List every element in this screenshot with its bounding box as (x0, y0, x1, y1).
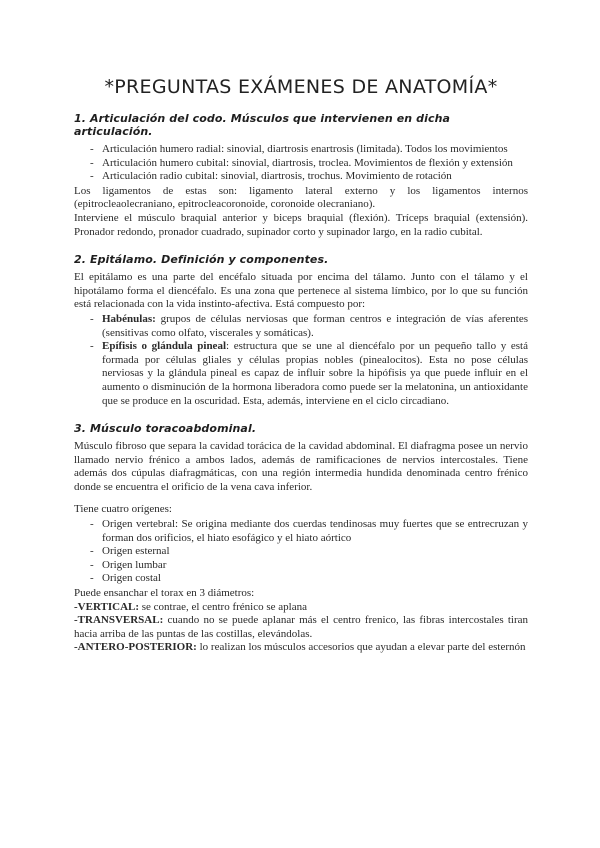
diameter-vertical (74, 601, 528, 615)
list-item: - Articulación humero radial: sinovial, diartrosis enartrosis (limitada). Todos los movimientos (74, 143, 528, 157)
section-heading: 1. Articulación del codo. Músculos que intervienen en dicha articulación. (74, 112, 451, 138)
section-toracoabdominal (74, 422, 528, 655)
list-item: - Origen lumbar (74, 559, 528, 573)
paragraph: Los ligamentos de estas son: ligamento lateral externo y los ligamentos internos (epitrocleaolecraniano, epitrocleacoronoide, coronoide olecraniano). (74, 184, 528, 211)
articulation-list (74, 143, 528, 184)
term: -VERTICAL: (74, 600, 140, 613)
list-item (74, 340, 528, 408)
definition: cuando no se puede aplanar más el centro frenico, las fibras intercostales tiran hacia arriba de las puntas de las costillas, elevándolas. (74, 614, 528, 640)
page-title: *PREGUNTAS EXÁMENES DE ANATOMÍA* (104, 76, 498, 98)
list-item: - Articulación humero cubital: sinovial, diartrosis, troclea. Movimientos de flexión y extensión (74, 157, 528, 171)
component-list (74, 313, 528, 408)
list-item: - Origen vertebral: Se origina mediante dos cuerdas tendinosas muy fuertes que se entrecruzan y forman dos orificios, el hiato esofágico y el hiato aórtico (74, 518, 528, 545)
paragraph: El epitálamo es una parte del encéfalo situada por encima del tálamo. Junto con el tálamo y el hipotálamo forma el diencéfalo. Es una zona que pertenece al sistema límbico, por lo que su función está relacionada con la vida instinto-afectiva. Está compuesto por: (74, 271, 528, 311)
document-page (74, 76, 528, 669)
diameter-transversal (74, 614, 528, 641)
section-epitalamo (74, 253, 528, 408)
paragraph: Puede ensanchar el torax en 3 diámetros: (74, 587, 255, 600)
list-item (74, 313, 528, 340)
paragraph: Músculo fibroso que separa la cavidad torácica de la cavidad abdominal. El diafragma posee un nervio llamado nervio frénico a ambos lados, además de ramificaciones de nervios intercostales. Tiene además dos cúpulas diafragmáticas, con una región intermedia hundida denominada centro frénico donde se encuentra el orificio de la vena cava inferior. (74, 440, 528, 493)
list-item: - Origen esternal (74, 545, 528, 559)
definition: grupos de células nerviosas que forman centros e integración de vías aferentes (sensitivas como olfato, viscerales y somáticas). (102, 312, 528, 339)
paragraph: Interviene el músculo braquial anterior y biceps braquial (flexión). Tríceps braquial (extensión). Pronador redondo, pronador cuadrado, supinador corto y supinador largo, en la radio cubital. (74, 211, 528, 238)
section-codo (74, 112, 528, 239)
term: Habénulas: (102, 312, 156, 325)
diameter-antero-posterior (74, 641, 528, 655)
origins-list (74, 518, 528, 586)
section-heading: 2. Epitálamo. Definición y componentes. (74, 253, 329, 267)
definition: : estructura que se une al diencéfalo por un pequeño tallo y está formada por células gliales y células propias nobles (pinealocitos). Esta no pose células nerviosas y la glándula pineal es capaz de influir sobre la hipófisis ya que puede influir en el aumento o disminución de la hormona liberadora como puede ser la melatonina, un antioxidante que se produce en la oscuridad. Esta, además, interviene en el ciclo circadiano. (102, 340, 528, 407)
list-item: - Origen costal (74, 572, 528, 586)
term: Epífisis o glándula pineal (102, 340, 226, 353)
definition: lo realizan los músculos accesorios que ayudan a elevar parte del esternón (196, 641, 526, 654)
definition: se contrae, el centro frénico se aplana (139, 600, 307, 613)
term: -ANTERO-POSTERIOR: (74, 641, 197, 654)
paragraph: Tiene cuatro orígenes: (74, 503, 172, 516)
section-heading: 3. Músculo toracoabdominal. (74, 422, 257, 436)
list-item: - Articulación radio cubital: sinovial, diartrosis, trochus. Movimiento de rotación (74, 170, 528, 184)
term: -TRANSVERSAL: (74, 614, 164, 627)
